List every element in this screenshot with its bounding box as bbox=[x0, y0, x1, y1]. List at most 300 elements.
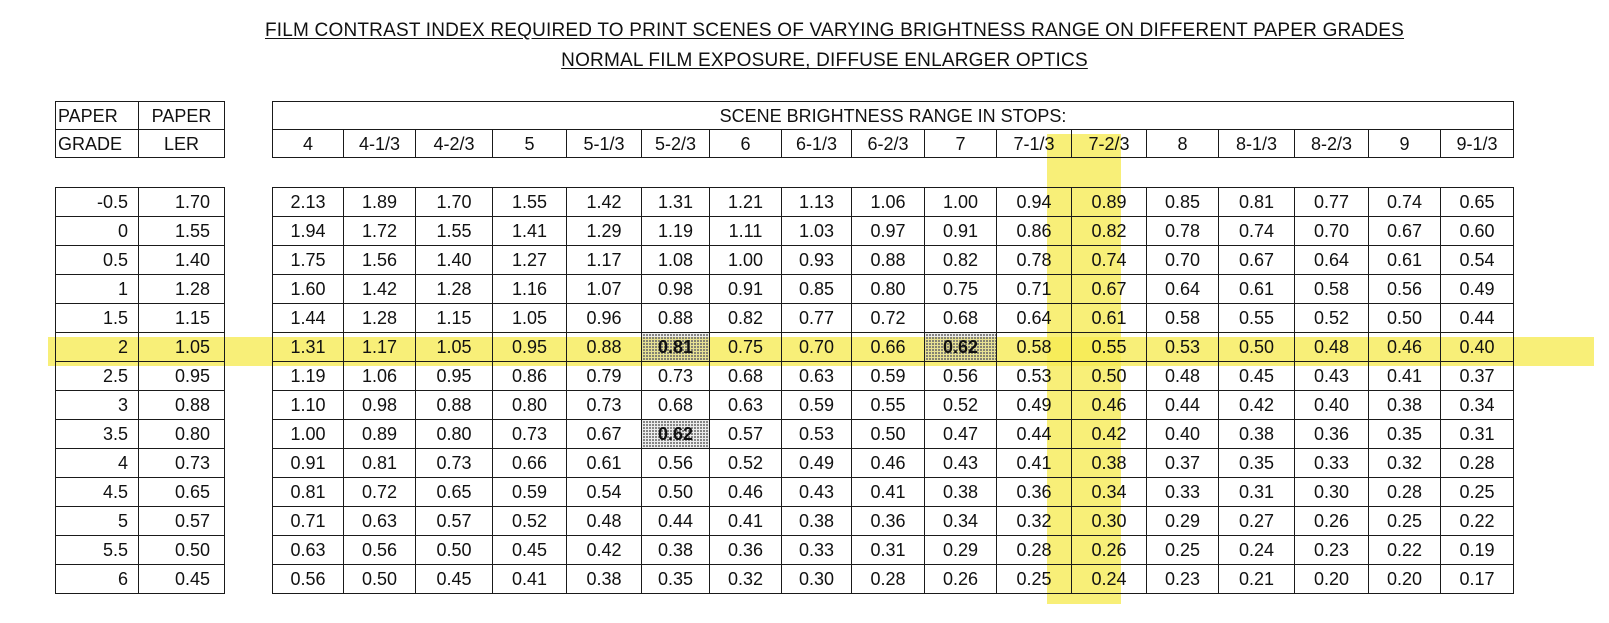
contrast-index-cell: 0.65 bbox=[416, 478, 493, 507]
contrast-index-cell: 0.55 bbox=[852, 391, 925, 420]
contrast-index-cell: 0.67 bbox=[1072, 275, 1147, 304]
contrast-index-cell: 0.32 bbox=[997, 507, 1072, 536]
paper-ler-cell: 0.50 bbox=[139, 536, 225, 565]
contrast-index-cell: 0.32 bbox=[1369, 449, 1441, 478]
paper-ler-cell: 1.28 bbox=[139, 275, 225, 304]
contrast-index-cell: 0.73 bbox=[642, 362, 710, 391]
contrast-index-cell: 0.36 bbox=[1295, 420, 1369, 449]
paper-grade-cell: 2.5 bbox=[56, 362, 139, 391]
contrast-index-cell: 0.82 bbox=[710, 304, 782, 333]
contrast-index-cell: 0.45 bbox=[416, 565, 493, 594]
column-header: 5-2/3 bbox=[642, 130, 710, 158]
contrast-index-cell: 0.73 bbox=[493, 420, 567, 449]
contrast-index-cell: 1.19 bbox=[273, 362, 344, 391]
contrast-index-cell: 1.41 bbox=[493, 217, 567, 246]
table-row bbox=[273, 362, 1514, 391]
contrast-index-cell: 1.00 bbox=[710, 246, 782, 275]
contrast-index-cell: 0.59 bbox=[782, 391, 852, 420]
paper-ler-cell: 1.15 bbox=[139, 304, 225, 333]
brightness-header-table bbox=[272, 101, 1514, 158]
contrast-index-cell: 0.41 bbox=[493, 565, 567, 594]
contrast-index-cell: 0.26 bbox=[925, 565, 997, 594]
contrast-index-cell: 0.88 bbox=[642, 304, 710, 333]
header-ler: LER bbox=[139, 130, 225, 158]
table-row bbox=[273, 304, 1514, 333]
contrast-index-cell: 0.45 bbox=[493, 536, 567, 565]
contrast-index-cell: 0.54 bbox=[567, 478, 642, 507]
contrast-index-cell: 0.95 bbox=[416, 362, 493, 391]
contrast-index-cell: 0.31 bbox=[1219, 478, 1295, 507]
contrast-index-cell: 0.61 bbox=[1072, 304, 1147, 333]
contrast-index-cell: 1.08 bbox=[642, 246, 710, 275]
column-header: 7-2/3 bbox=[1072, 130, 1147, 158]
document-subtitle: NORMAL FILM EXPOSURE, DIFFUSE ENLARGER OPTICS bbox=[561, 50, 1088, 71]
contrast-index-cell: 0.36 bbox=[710, 536, 782, 565]
contrast-index-cell: 0.48 bbox=[1295, 333, 1369, 362]
contrast-index-cell: 2.13 bbox=[273, 188, 344, 217]
column-header: 4 bbox=[273, 130, 344, 158]
contrast-index-cell: 0.70 bbox=[782, 333, 852, 362]
contrast-index-cell: 0.50 bbox=[852, 420, 925, 449]
contrast-index-cell: 0.30 bbox=[1072, 507, 1147, 536]
contrast-index-cell: 0.82 bbox=[1072, 217, 1147, 246]
contrast-index-cell: 1.10 bbox=[273, 391, 344, 420]
contrast-index-cell: 0.49 bbox=[782, 449, 852, 478]
paper-header-table bbox=[55, 101, 225, 158]
contrast-index-cell: 0.97 bbox=[852, 217, 925, 246]
contrast-index-cell: 0.19 bbox=[1441, 536, 1514, 565]
contrast-index-cell: 0.50 bbox=[344, 565, 416, 594]
contrast-index-cell: 0.88 bbox=[852, 246, 925, 275]
contrast-index-cell: 0.31 bbox=[1441, 420, 1514, 449]
contrast-index-cell: 0.42 bbox=[1072, 420, 1147, 449]
contrast-index-cell: 1.75 bbox=[273, 246, 344, 275]
contrast-index-cell: 0.62 bbox=[925, 333, 997, 362]
contrast-index-cell: 0.66 bbox=[852, 333, 925, 362]
paper-ler-cell: 1.70 bbox=[139, 188, 225, 217]
header-paper: PAPER bbox=[139, 102, 225, 130]
contrast-index-cell: 0.45 bbox=[1219, 362, 1295, 391]
column-header: 8-2/3 bbox=[1295, 130, 1369, 158]
paper-grade-cell: 3.5 bbox=[56, 420, 139, 449]
contrast-index-cell: 0.38 bbox=[782, 507, 852, 536]
contrast-index-cell: 0.42 bbox=[567, 536, 642, 565]
contrast-index-cell: 1.42 bbox=[344, 275, 416, 304]
table-row bbox=[56, 275, 225, 304]
contrast-index-table bbox=[272, 187, 1514, 594]
contrast-index-cell: 0.50 bbox=[1369, 304, 1441, 333]
table-row bbox=[56, 217, 225, 246]
contrast-index-cell: 1.19 bbox=[642, 217, 710, 246]
table-row bbox=[273, 275, 1514, 304]
contrast-index-cell: 0.34 bbox=[1441, 391, 1514, 420]
column-header: 9-1/3 bbox=[1441, 130, 1514, 158]
paper-ler-cell: 0.57 bbox=[139, 507, 225, 536]
table-row bbox=[56, 188, 225, 217]
paper-grade-cell: -0.5 bbox=[56, 188, 139, 217]
paper-grade-cell: 1 bbox=[56, 275, 139, 304]
table-row bbox=[273, 246, 1514, 275]
contrast-index-cell: 0.38 bbox=[1369, 391, 1441, 420]
contrast-index-cell: 0.33 bbox=[1295, 449, 1369, 478]
contrast-index-cell: 0.58 bbox=[1147, 304, 1219, 333]
contrast-index-cell: 0.25 bbox=[1441, 478, 1514, 507]
paper-grade-cell: 1.5 bbox=[56, 304, 139, 333]
contrast-index-cell: 0.35 bbox=[642, 565, 710, 594]
paper-ler-cell: 0.80 bbox=[139, 420, 225, 449]
paper-ler-cell: 0.88 bbox=[139, 391, 225, 420]
contrast-index-cell: 0.71 bbox=[997, 275, 1072, 304]
contrast-index-cell: 1.60 bbox=[273, 275, 344, 304]
contrast-index-cell: 0.23 bbox=[1295, 536, 1369, 565]
table-row bbox=[56, 507, 225, 536]
column-header: 5 bbox=[493, 130, 567, 158]
contrast-index-cell: 0.46 bbox=[1369, 333, 1441, 362]
contrast-index-cell: 0.44 bbox=[642, 507, 710, 536]
contrast-index-cell: 0.41 bbox=[1369, 362, 1441, 391]
contrast-index-cell: 0.82 bbox=[925, 246, 997, 275]
contrast-index-cell: 0.50 bbox=[1072, 362, 1147, 391]
contrast-index-cell: 0.63 bbox=[273, 536, 344, 565]
contrast-index-cell: 0.31 bbox=[852, 536, 925, 565]
contrast-index-cell: 0.48 bbox=[1147, 362, 1219, 391]
contrast-index-cell: 1.05 bbox=[493, 304, 567, 333]
contrast-index-cell: 0.43 bbox=[1295, 362, 1369, 391]
paper-grade-cell: 3 bbox=[56, 391, 139, 420]
contrast-index-cell: 0.75 bbox=[710, 333, 782, 362]
column-header: 4-2/3 bbox=[416, 130, 493, 158]
contrast-index-cell: 0.91 bbox=[925, 217, 997, 246]
contrast-index-cell: 0.85 bbox=[782, 275, 852, 304]
contrast-index-cell: 1.44 bbox=[273, 304, 344, 333]
contrast-index-cell: 0.41 bbox=[710, 507, 782, 536]
contrast-index-cell: 0.34 bbox=[1072, 478, 1147, 507]
column-header: 6 bbox=[710, 130, 782, 158]
contrast-index-cell: 0.80 bbox=[493, 391, 567, 420]
contrast-index-cell: 0.35 bbox=[1369, 420, 1441, 449]
table-row bbox=[56, 246, 225, 275]
paper-grade-cell: 4.5 bbox=[56, 478, 139, 507]
contrast-index-cell: 1.40 bbox=[416, 246, 493, 275]
contrast-index-cell: 0.59 bbox=[493, 478, 567, 507]
table-row bbox=[56, 362, 225, 391]
contrast-index-cell: 0.86 bbox=[997, 217, 1072, 246]
contrast-index-cell: 0.38 bbox=[925, 478, 997, 507]
contrast-index-cell: 0.61 bbox=[1369, 246, 1441, 275]
contrast-index-cell: 1.31 bbox=[273, 333, 344, 362]
contrast-index-cell: 0.63 bbox=[710, 391, 782, 420]
contrast-index-cell: 0.23 bbox=[1147, 565, 1219, 594]
contrast-index-cell: 0.30 bbox=[782, 565, 852, 594]
contrast-index-cell: 0.62 bbox=[642, 420, 710, 449]
contrast-index-cell: 0.70 bbox=[1295, 217, 1369, 246]
table-row bbox=[273, 188, 1514, 217]
contrast-index-cell: 0.96 bbox=[567, 304, 642, 333]
contrast-index-cell: 0.68 bbox=[710, 362, 782, 391]
contrast-index-cell: 1.27 bbox=[493, 246, 567, 275]
contrast-index-cell: 0.56 bbox=[1369, 275, 1441, 304]
contrast-index-cell: 0.50 bbox=[642, 478, 710, 507]
header-grade: GRADE bbox=[56, 130, 139, 158]
contrast-index-cell: 0.52 bbox=[493, 507, 567, 536]
contrast-index-cell: 1.11 bbox=[710, 217, 782, 246]
column-header: 6-2/3 bbox=[852, 130, 925, 158]
contrast-index-cell: 0.74 bbox=[1369, 188, 1441, 217]
contrast-index-cell: 0.56 bbox=[273, 565, 344, 594]
contrast-index-cell: 0.88 bbox=[567, 333, 642, 362]
column-header: 6-1/3 bbox=[782, 130, 852, 158]
contrast-index-cell: 0.28 bbox=[852, 565, 925, 594]
contrast-index-cell: 0.22 bbox=[1441, 507, 1514, 536]
contrast-index-cell: 0.40 bbox=[1147, 420, 1219, 449]
contrast-index-cell: 0.91 bbox=[710, 275, 782, 304]
contrast-index-cell: 0.81 bbox=[1219, 188, 1295, 217]
table-row bbox=[56, 478, 225, 507]
table-row bbox=[273, 536, 1514, 565]
contrast-index-cell: 1.55 bbox=[416, 217, 493, 246]
contrast-index-cell: 0.57 bbox=[416, 507, 493, 536]
contrast-index-cell: 0.63 bbox=[782, 362, 852, 391]
table-row bbox=[273, 449, 1514, 478]
contrast-index-cell: 0.37 bbox=[1441, 362, 1514, 391]
contrast-index-cell: 0.67 bbox=[1219, 246, 1295, 275]
contrast-index-cell: 0.89 bbox=[344, 420, 416, 449]
contrast-index-cell: 1.16 bbox=[493, 275, 567, 304]
contrast-index-cell: 0.91 bbox=[273, 449, 344, 478]
paper-grade-cell: 0 bbox=[56, 217, 139, 246]
contrast-index-cell: 0.50 bbox=[1219, 333, 1295, 362]
contrast-index-cell: 0.49 bbox=[1441, 275, 1514, 304]
contrast-index-cell: 0.78 bbox=[997, 246, 1072, 275]
contrast-index-cell: 0.48 bbox=[567, 507, 642, 536]
contrast-index-cell: 0.56 bbox=[344, 536, 416, 565]
contrast-index-cell: 0.26 bbox=[1295, 507, 1369, 536]
contrast-index-cell: 1.13 bbox=[782, 188, 852, 217]
contrast-index-cell: 0.66 bbox=[493, 449, 567, 478]
table-row bbox=[56, 391, 225, 420]
contrast-index-cell: 1.42 bbox=[567, 188, 642, 217]
contrast-index-cell: 0.68 bbox=[642, 391, 710, 420]
contrast-index-cell: 0.64 bbox=[1147, 275, 1219, 304]
table-row bbox=[273, 217, 1514, 246]
contrast-index-cell: 0.30 bbox=[1295, 478, 1369, 507]
contrast-index-cell: 0.85 bbox=[1147, 188, 1219, 217]
contrast-index-cell: 0.98 bbox=[642, 275, 710, 304]
contrast-index-cell: 0.40 bbox=[1295, 391, 1369, 420]
contrast-index-cell: 0.25 bbox=[1147, 536, 1219, 565]
contrast-index-cell: 0.59 bbox=[852, 362, 925, 391]
contrast-index-cell: 0.54 bbox=[1441, 246, 1514, 275]
paper-ler-cell: 0.45 bbox=[139, 565, 225, 594]
contrast-index-cell: 0.67 bbox=[567, 420, 642, 449]
contrast-index-cell: 0.34 bbox=[925, 507, 997, 536]
table-row bbox=[56, 536, 225, 565]
contrast-index-cell: 0.95 bbox=[493, 333, 567, 362]
contrast-index-cell: 0.38 bbox=[642, 536, 710, 565]
contrast-index-cell: 0.20 bbox=[1369, 565, 1441, 594]
contrast-index-cell: 0.67 bbox=[1369, 217, 1441, 246]
paper-ler-cell: 1.05 bbox=[139, 333, 225, 362]
contrast-index-cell: 0.38 bbox=[1072, 449, 1147, 478]
contrast-index-cell: 0.79 bbox=[567, 362, 642, 391]
contrast-index-cell: 1.29 bbox=[567, 217, 642, 246]
contrast-index-cell: 0.89 bbox=[1072, 188, 1147, 217]
contrast-index-cell: 0.78 bbox=[1147, 217, 1219, 246]
contrast-index-cell: 0.32 bbox=[710, 565, 782, 594]
contrast-index-cell: 0.52 bbox=[1295, 304, 1369, 333]
contrast-index-cell: 1.31 bbox=[642, 188, 710, 217]
contrast-index-cell: 0.33 bbox=[782, 536, 852, 565]
paper-grade-table bbox=[55, 187, 225, 594]
contrast-index-cell: 0.64 bbox=[1295, 246, 1369, 275]
contrast-index-cell: 1.00 bbox=[273, 420, 344, 449]
paper-ler-cell: 1.40 bbox=[139, 246, 225, 275]
document-title: FILM CONTRAST INDEX REQUIRED TO PRINT SCENES OF VARYING BRIGHTNESS RANGE ON DIFFERENT PAPER GRADES bbox=[264, 20, 1405, 41]
table-row bbox=[273, 507, 1514, 536]
contrast-index-cell: 0.40 bbox=[1441, 333, 1514, 362]
paper-grade-cell: 5 bbox=[56, 507, 139, 536]
contrast-index-cell: 0.47 bbox=[925, 420, 997, 449]
column-header: 8-1/3 bbox=[1219, 130, 1295, 158]
contrast-index-cell: 0.42 bbox=[1219, 391, 1295, 420]
paper-ler-cell: 1.55 bbox=[139, 217, 225, 246]
contrast-index-cell: 0.22 bbox=[1369, 536, 1441, 565]
contrast-index-cell: 0.46 bbox=[1072, 391, 1147, 420]
contrast-index-cell: 1.94 bbox=[273, 217, 344, 246]
contrast-index-cell: 0.44 bbox=[997, 420, 1072, 449]
contrast-index-cell: 0.50 bbox=[416, 536, 493, 565]
contrast-index-cell: 1.06 bbox=[852, 188, 925, 217]
contrast-index-cell: 0.73 bbox=[567, 391, 642, 420]
paper-ler-cell: 0.73 bbox=[139, 449, 225, 478]
contrast-index-cell: 0.75 bbox=[925, 275, 997, 304]
header-paper: PAPER bbox=[56, 102, 139, 130]
contrast-index-cell: 0.24 bbox=[1219, 536, 1295, 565]
table-row bbox=[273, 478, 1514, 507]
contrast-index-cell: 0.88 bbox=[416, 391, 493, 420]
contrast-index-cell: 1.17 bbox=[344, 333, 416, 362]
table-row bbox=[273, 420, 1514, 449]
paper-grade-cell: 0.5 bbox=[56, 246, 139, 275]
column-header: 7-1/3 bbox=[997, 130, 1072, 158]
contrast-index-cell: 0.70 bbox=[1147, 246, 1219, 275]
contrast-index-cell: 0.29 bbox=[925, 536, 997, 565]
contrast-index-cell: 1.03 bbox=[782, 217, 852, 246]
contrast-index-cell: 0.81 bbox=[273, 478, 344, 507]
contrast-index-cell: 1.55 bbox=[493, 188, 567, 217]
contrast-index-cell: 0.94 bbox=[997, 188, 1072, 217]
contrast-index-cell: 0.81 bbox=[642, 333, 710, 362]
contrast-index-cell: 1.28 bbox=[344, 304, 416, 333]
table-row bbox=[56, 565, 225, 594]
paper-ler-cell: 0.65 bbox=[139, 478, 225, 507]
contrast-index-cell: 0.52 bbox=[925, 391, 997, 420]
contrast-index-cell: 0.56 bbox=[642, 449, 710, 478]
table-row bbox=[56, 420, 225, 449]
column-header: 5-1/3 bbox=[567, 130, 642, 158]
table-row bbox=[273, 391, 1514, 420]
contrast-index-cell: 0.46 bbox=[710, 478, 782, 507]
contrast-index-cell: 0.33 bbox=[1147, 478, 1219, 507]
contrast-index-cell: 0.26 bbox=[1072, 536, 1147, 565]
contrast-index-cell: 0.86 bbox=[493, 362, 567, 391]
contrast-index-cell: 1.07 bbox=[567, 275, 642, 304]
paper-grade-cell: 6 bbox=[56, 565, 139, 594]
contrast-index-cell: 0.17 bbox=[1441, 565, 1514, 594]
contrast-index-cell: 0.28 bbox=[1441, 449, 1514, 478]
contrast-index-cell: 1.72 bbox=[344, 217, 416, 246]
contrast-index-cell: 1.17 bbox=[567, 246, 642, 275]
contrast-index-cell: 0.44 bbox=[1441, 304, 1514, 333]
contrast-index-cell: 0.41 bbox=[997, 449, 1072, 478]
contrast-index-cell: 0.81 bbox=[344, 449, 416, 478]
contrast-index-cell: 0.72 bbox=[344, 478, 416, 507]
contrast-index-cell: 0.58 bbox=[1295, 275, 1369, 304]
contrast-index-cell: 0.55 bbox=[1072, 333, 1147, 362]
contrast-index-cell: 0.49 bbox=[997, 391, 1072, 420]
contrast-index-cell: 0.53 bbox=[997, 362, 1072, 391]
paper-grade-cell: 2 bbox=[56, 333, 139, 362]
contrast-index-cell: 0.41 bbox=[852, 478, 925, 507]
contrast-index-cell: 0.21 bbox=[1219, 565, 1295, 594]
contrast-index-cell: 0.24 bbox=[1072, 565, 1147, 594]
contrast-index-cell: 0.77 bbox=[1295, 188, 1369, 217]
contrast-index-cell: 0.74 bbox=[1219, 217, 1295, 246]
column-header: 4-1/3 bbox=[344, 130, 416, 158]
table-row bbox=[56, 449, 225, 478]
contrast-index-cell: 0.29 bbox=[1147, 507, 1219, 536]
contrast-index-cell: 0.27 bbox=[1219, 507, 1295, 536]
column-header: 7 bbox=[925, 130, 997, 158]
contrast-index-cell: 0.73 bbox=[416, 449, 493, 478]
contrast-index-cell: 0.65 bbox=[1441, 188, 1514, 217]
paper-grade-cell: 4 bbox=[56, 449, 139, 478]
contrast-index-cell: 1.21 bbox=[710, 188, 782, 217]
contrast-index-cell: 0.64 bbox=[997, 304, 1072, 333]
contrast-index-cell: 0.53 bbox=[782, 420, 852, 449]
contrast-index-cell: 0.98 bbox=[344, 391, 416, 420]
contrast-index-cell: 1.28 bbox=[416, 275, 493, 304]
contrast-index-cell: 0.44 bbox=[1147, 391, 1219, 420]
contrast-index-cell: 0.93 bbox=[782, 246, 852, 275]
contrast-index-cell: 0.74 bbox=[1072, 246, 1147, 275]
contrast-index-cell: 1.56 bbox=[344, 246, 416, 275]
paper-grade-cell: 5.5 bbox=[56, 536, 139, 565]
contrast-index-cell: 0.55 bbox=[1219, 304, 1295, 333]
scene-brightness-range-header: SCENE BRIGHTNESS RANGE IN STOPS: bbox=[273, 102, 1514, 130]
contrast-index-cell: 0.43 bbox=[925, 449, 997, 478]
contrast-index-cell: 0.72 bbox=[852, 304, 925, 333]
column-header: 9 bbox=[1369, 130, 1441, 158]
contrast-index-cell: 1.15 bbox=[416, 304, 493, 333]
contrast-index-cell: 0.68 bbox=[925, 304, 997, 333]
contrast-index-cell: 1.00 bbox=[925, 188, 997, 217]
contrast-index-cell: 0.53 bbox=[1147, 333, 1219, 362]
contrast-index-cell: 0.37 bbox=[1147, 449, 1219, 478]
column-header: 8 bbox=[1147, 130, 1219, 158]
contrast-index-cell: 1.06 bbox=[344, 362, 416, 391]
contrast-index-cell: 0.43 bbox=[782, 478, 852, 507]
table-row bbox=[56, 333, 225, 362]
contrast-index-cell: 0.80 bbox=[416, 420, 493, 449]
contrast-index-cell: 0.60 bbox=[1441, 217, 1514, 246]
contrast-index-cell: 0.36 bbox=[852, 507, 925, 536]
contrast-index-cell: 0.46 bbox=[852, 449, 925, 478]
contrast-index-cell: 0.20 bbox=[1295, 565, 1369, 594]
contrast-index-cell: 0.52 bbox=[710, 449, 782, 478]
contrast-index-cell: 0.63 bbox=[344, 507, 416, 536]
contrast-index-cell: 0.80 bbox=[852, 275, 925, 304]
